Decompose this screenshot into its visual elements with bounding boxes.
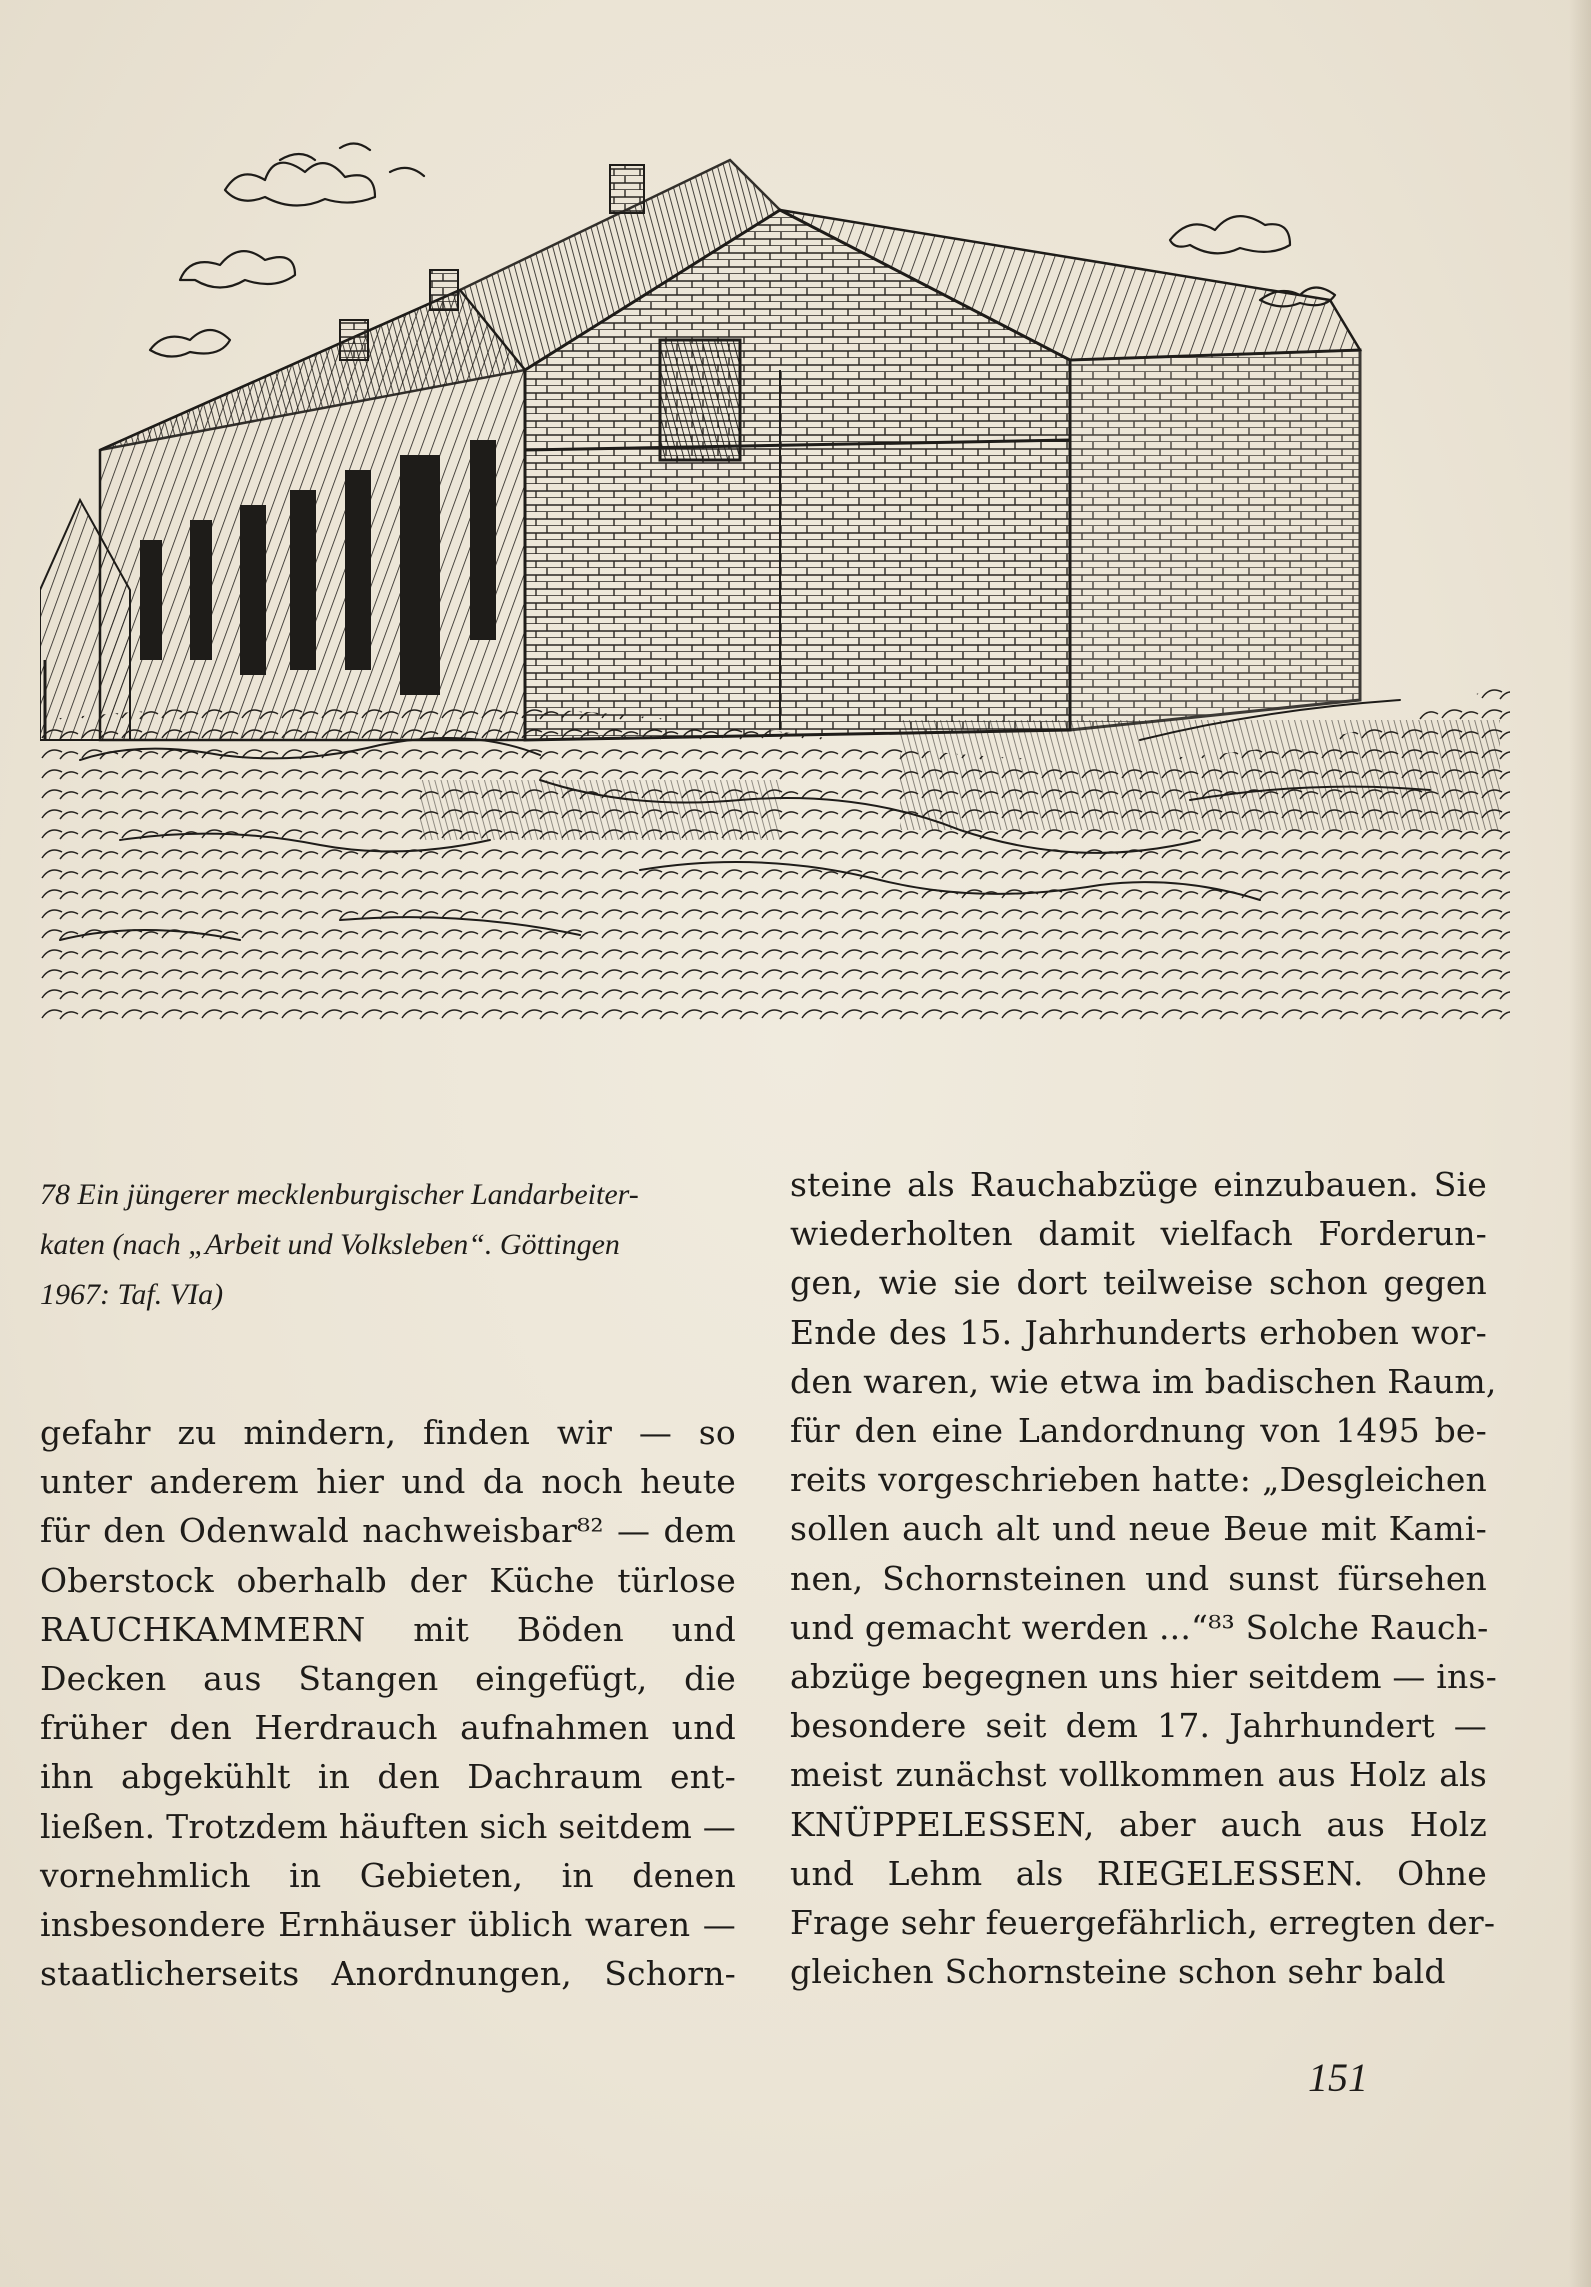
text-line: KNÜPPELESSEN, aber auch aus Holz	[790, 1804, 1487, 1844]
page-edge-shadow	[1569, 0, 1591, 2287]
text-line: insbesondere Ernhäuser üblich waren —	[40, 1905, 736, 1945]
text-line: vornehmlich in Gebieten, in denen	[40, 1855, 736, 1895]
text-line: ihn abgekühlt in den Dachraum ent-	[40, 1757, 736, 1797]
text-line: gefahr zu mindern, finden wir — so	[40, 1413, 736, 1452]
text-line: unter anderem hier und da noch heute	[40, 1462, 736, 1502]
text-line: für den Odenwald nachweisbar⁸² — dem	[40, 1511, 736, 1551]
text-line: früher den Herdrauch aufnahmen und	[40, 1708, 736, 1748]
text-line: und gemacht werden ...“⁸³ Solche Rauch-	[790, 1607, 1489, 1647]
text-line: Oberstock oberhalb der Küche türlose	[40, 1560, 736, 1600]
text-line: RAUCHKAMMERN mit Böden und	[40, 1609, 736, 1649]
text-line: gen, wie sie dort teilweise schon gegen	[790, 1263, 1487, 1303]
text-line: Ende des 15. Jahrhunderts erhoben wor-	[790, 1312, 1487, 1352]
caption-line: 78 Ein jüngerer mecklenburgischer Landarbeiter-	[40, 1178, 639, 1211]
text-line: wiederholten damit vielfach Forderun-	[790, 1214, 1487, 1254]
left-text-column	[40, 1408, 736, 1998]
text-line: meist zunächst vollkommen aus Holz als	[790, 1755, 1487, 1795]
text-line: und Lehm als RIEGELESSEN. Ohne	[790, 1853, 1487, 1893]
right-text-column	[790, 1160, 1497, 1996]
caption-line: katen (nach „Arbeit und Volksleben“. Göttingen	[40, 1228, 620, 1261]
figure-caption	[40, 1170, 740, 1320]
caption-line: 1967: Taf. VIa)	[40, 1278, 224, 1311]
text-line: steine als Rauchabzüge einzubauen. Sie	[790, 1165, 1487, 1204]
text-line: Frage sehr feuergefährlich, erregten der-	[790, 1903, 1496, 1943]
text-line: gleichen Schornsteine schon sehr bald	[790, 1952, 1446, 1992]
text-line: reits vorgeschrieben hatte: „Desgleichen	[790, 1460, 1487, 1500]
text-line: Decken aus Stangen eingefügt, die	[40, 1659, 736, 1699]
text-line: sollen auch alt und neue Beue mit Kami-	[790, 1509, 1487, 1549]
text-line: abzüge begegnen uns hier seitdem — ins-	[790, 1657, 1497, 1697]
text-line: für den eine Landordnung von 1495 be-	[790, 1411, 1487, 1451]
text-line: staatlicherseits Anordnungen, Schorn-	[40, 1954, 736, 1994]
text-line: ließen. Trotzdem häuften sich seitdem —	[40, 1806, 736, 1846]
text-line: den waren, wie etwa im badischen Raum,	[790, 1361, 1497, 1401]
text-line: nen, Schornsteinen und sunst fürsehen	[790, 1558, 1487, 1598]
text-line: besondere seit dem 17. Jahrhundert —	[790, 1706, 1487, 1746]
farmworker-cottage-illustration	[40, 120, 1510, 1020]
page-number: 151	[1308, 2055, 1368, 2100]
